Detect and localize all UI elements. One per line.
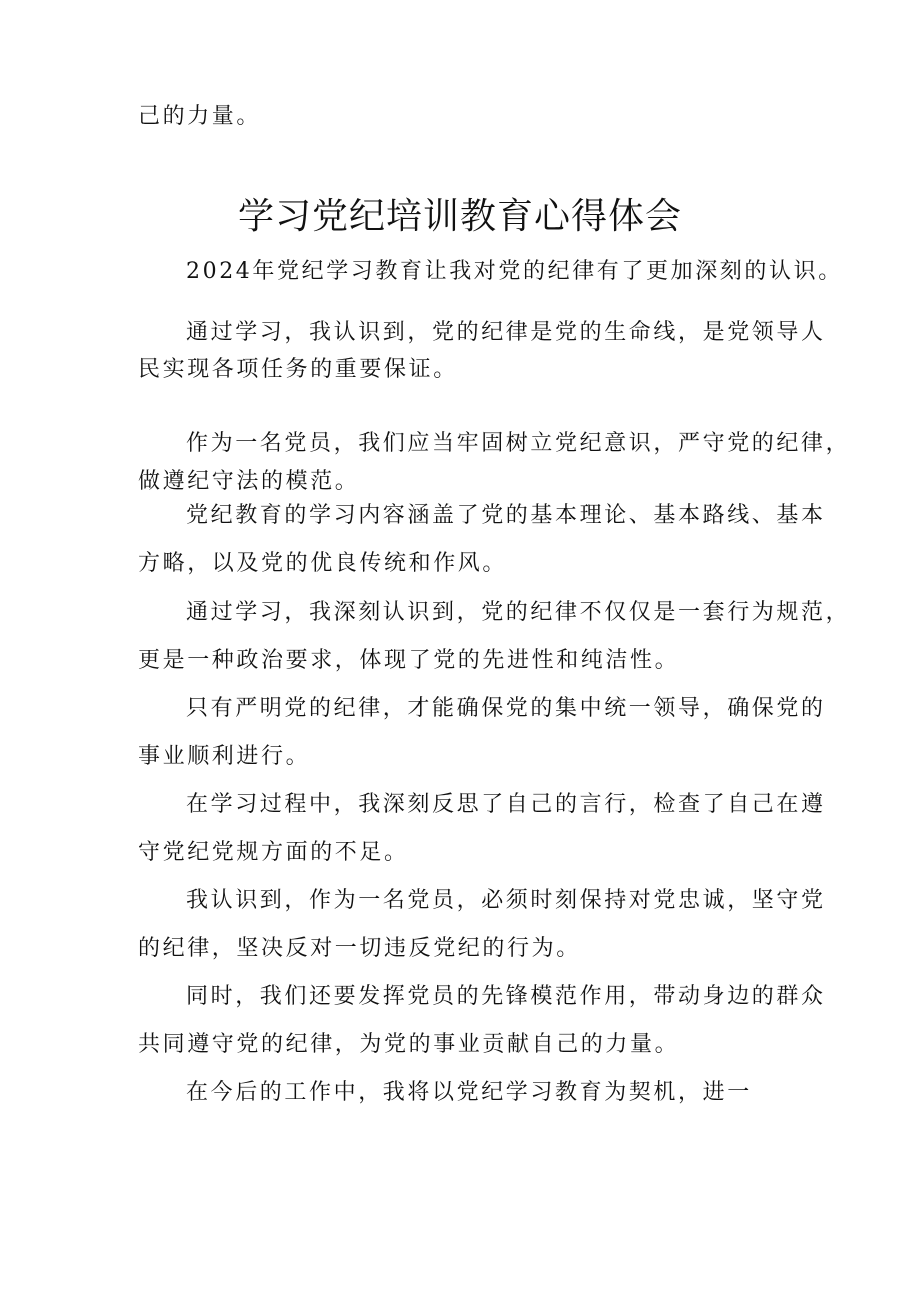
paragraph-3-line-2: 做遵纪守法的模范。 bbox=[138, 469, 360, 494]
paragraph-5-line-1: 通过学习，我深刻认识到，党的纪律不仅仅是一套行为规范， bbox=[186, 600, 851, 625]
paragraph-5-line-2: 更是一种政治要求，体现了党的先进性和纯洁性。 bbox=[138, 648, 680, 673]
paragraph-4-line-2: 方略，以及党的优良传统和作风。 bbox=[138, 551, 508, 576]
paragraph-10-line-1: 在今后的工作中，我将以党纪学习教育为契机，进一 bbox=[186, 1080, 752, 1105]
paragraph-4-line-1: 党纪教育的学习内容涵盖了党的基本理论、基本路线、基本 bbox=[186, 503, 826, 528]
paragraph-6-line-1: 只有严明党的纪律，才能确保党的集中统一领导，确保党的 bbox=[186, 696, 826, 721]
paragraph-2-line-2: 民实现各项任务的重要保证。 bbox=[138, 357, 458, 382]
paragraph-7-line-1: 在学习过程中，我深刻反思了自己的言行，检查了自己在遵 bbox=[186, 792, 826, 817]
paragraph-8-line-2: 的纪律，坚决反对一切违反党纪的行为。 bbox=[138, 936, 581, 961]
paragraph-9-line-1: 同时，我们还要发挥党员的先锋模范作用，带动身边的群众 bbox=[186, 984, 826, 1009]
paragraph-9-line-2: 共同遵守党的纪律，为党的事业贡献自己的力量。 bbox=[138, 1032, 680, 1057]
paragraph-1-line-1: 2024年党纪学习教育让我对党的纪律有了更加深刻的认识。 bbox=[186, 259, 843, 284]
paragraph-3-line-1: 作为一名党员，我们应当牢固树立党纪意识，严守党的纪律， bbox=[186, 431, 851, 456]
paragraph-8-line-1: 我认识到，作为一名党员，必须时刻保持对党忠诚，坚守党 bbox=[186, 888, 826, 913]
paragraph-6-line-2: 事业顺利进行。 bbox=[138, 744, 311, 769]
page-title: 学习党纪培训教育心得体会 bbox=[237, 196, 682, 237]
carryover-line: 己的力量。 bbox=[138, 104, 262, 129]
paragraph-2-line-1: 通过学习，我认识到，党的纪律是党的生命线，是党领导人 bbox=[186, 320, 826, 345]
paragraph-7-line-2: 守党纪党规方面的不足。 bbox=[138, 840, 409, 865]
